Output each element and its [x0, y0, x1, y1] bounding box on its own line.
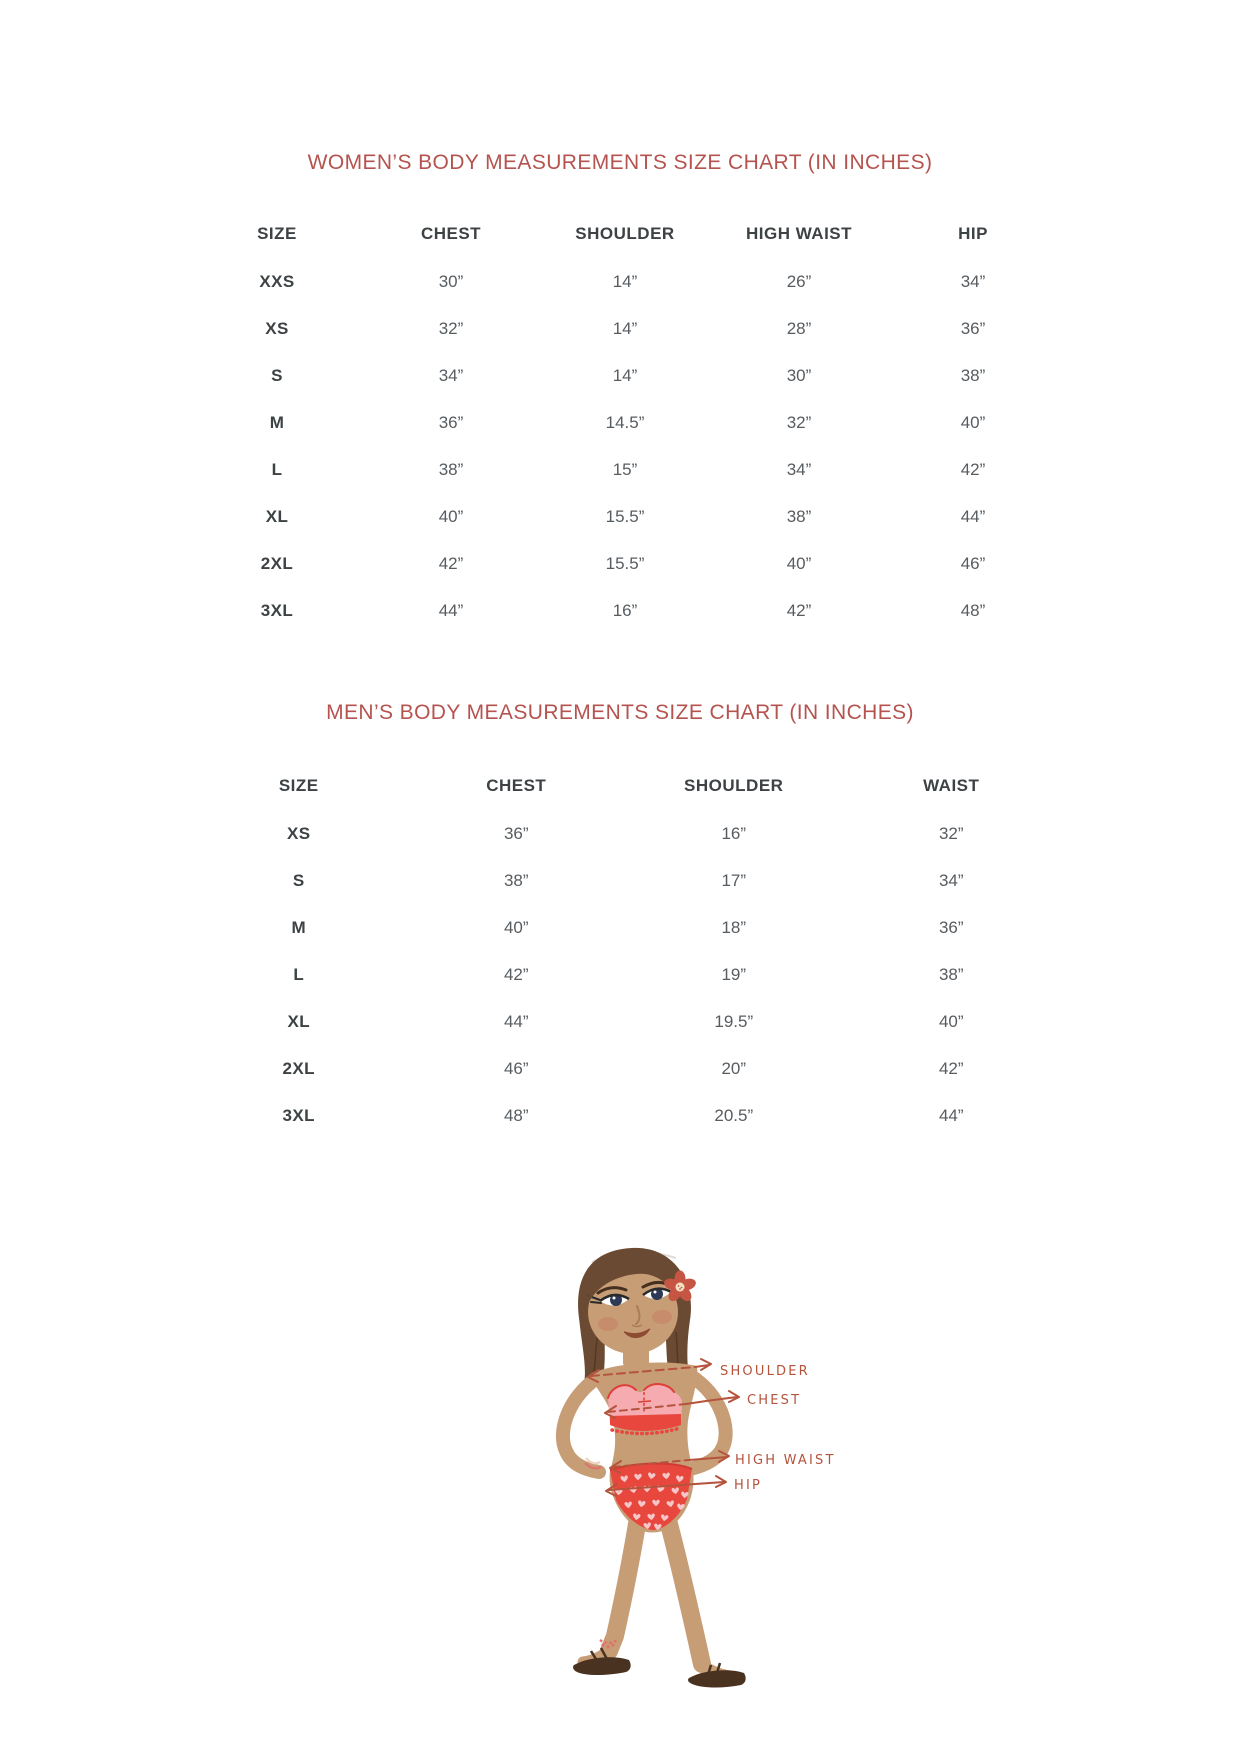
value-cell: 19.5”: [714, 1011, 754, 1031]
value-cell: 14”: [612, 365, 638, 385]
value-cell: 40”: [786, 553, 812, 573]
size-cell: M: [291, 917, 307, 937]
column-header-chest: CHEST: [420, 224, 482, 243]
column-header-shoulder: SHOULDER: [684, 776, 784, 795]
value-cell: 14”: [612, 271, 638, 291]
value-cell: 40”: [438, 506, 464, 526]
value-cell: 42”: [438, 553, 464, 573]
value-cell: 38”: [960, 365, 986, 385]
size-cell: 3XL: [260, 600, 294, 620]
shoulder-label: SHOULDER: [720, 1364, 810, 1379]
value-cell: 15.5”: [605, 553, 645, 573]
value-cell: 48”: [503, 1105, 529, 1125]
hip-label: HIP: [734, 1478, 763, 1493]
size-cell: 2XL: [260, 553, 294, 573]
value-cell: 20”: [721, 1058, 747, 1078]
value-cell: 42”: [960, 459, 986, 479]
value-cell: 19”: [721, 964, 747, 984]
size-cell: M: [269, 412, 285, 432]
column-header-high-waist: HIGH WAIST: [745, 224, 853, 243]
women-chart-title: WOMEN’S BODY MEASUREMENTS SIZE CHART (IN INCHES): [307, 151, 933, 174]
men-chart-title: MEN’S BODY MEASUREMENTS SIZE CHART (IN INCHES): [326, 701, 914, 724]
value-cell: 14.5”: [605, 412, 645, 432]
women-size-chart-table: [190, 210, 1060, 634]
value-cell: 42”: [938, 1058, 964, 1078]
value-cell: 40”: [503, 917, 529, 937]
size-cell: 2XL: [282, 1058, 315, 1078]
value-cell: 36”: [503, 823, 529, 843]
bikini-bottom: [610, 1463, 692, 1530]
value-cell: 42”: [786, 600, 812, 620]
value-cell: 34”: [438, 365, 464, 385]
value-cell: 36”: [960, 318, 986, 338]
size-cell: XS: [287, 823, 311, 843]
column-header-hip: HIP: [958, 224, 988, 243]
value-cell: 38”: [438, 459, 464, 479]
value-cell: 36”: [938, 917, 964, 937]
value-cell: 34”: [960, 271, 986, 291]
column-header-shoulder: SHOULDER: [575, 224, 675, 243]
column-header-size: SIZE: [278, 776, 319, 795]
size-cell: XS: [265, 318, 289, 338]
value-cell: 18”: [721, 917, 747, 937]
value-cell: 44”: [960, 506, 986, 526]
size-cell: XXS: [259, 271, 295, 291]
value-cell: 17”: [721, 870, 747, 890]
size-cell: S: [271, 365, 283, 385]
value-cell: 40”: [960, 412, 986, 432]
size-cell: 3XL: [282, 1105, 315, 1125]
chest-label: CHEST: [747, 1393, 802, 1408]
column-header-size: SIZE: [257, 224, 297, 243]
men-size-chart-table: [190, 762, 1060, 1139]
value-cell: 48”: [960, 600, 986, 620]
value-cell: 32”: [786, 412, 812, 432]
value-cell: 28”: [786, 318, 812, 338]
size-cell: L: [271, 459, 283, 479]
value-cell: 16”: [612, 600, 638, 620]
value-cell: 46”: [960, 553, 986, 573]
value-cell: 44”: [503, 1011, 529, 1031]
value-cell: 40”: [938, 1011, 964, 1031]
size-cell: L: [293, 964, 305, 984]
value-cell: 16”: [721, 823, 747, 843]
value-cell: 32”: [938, 823, 964, 843]
value-cell: 32”: [438, 318, 464, 338]
size-cell: XL: [287, 1011, 311, 1031]
value-cell: 26”: [786, 271, 812, 291]
value-cell: 15.5”: [605, 506, 645, 526]
value-cell: 42”: [503, 964, 529, 984]
column-header-waist: WAIST: [923, 776, 980, 795]
column-header-chest: CHEST: [486, 776, 547, 795]
value-cell: 38”: [503, 870, 529, 890]
value-cell: 20.5”: [714, 1105, 754, 1125]
value-cell: 15”: [612, 459, 638, 479]
value-cell: 38”: [786, 506, 812, 526]
value-cell: 38”: [938, 964, 964, 984]
value-cell: 30”: [438, 271, 464, 291]
value-cell: 36”: [438, 412, 464, 432]
value-cell: 44”: [938, 1105, 964, 1125]
value-cell: 34”: [786, 459, 812, 479]
value-cell: 46”: [503, 1058, 529, 1078]
size-cell: XL: [265, 506, 289, 526]
value-cell: 34”: [938, 870, 964, 890]
size-cell: S: [292, 870, 305, 890]
value-cell: 14”: [612, 318, 638, 338]
high-waist-label: HIGH WAIST: [735, 1453, 836, 1468]
value-cell: 30”: [786, 365, 812, 385]
measurement-figure: [440, 1240, 860, 1720]
value-cell: 44”: [438, 600, 464, 620]
